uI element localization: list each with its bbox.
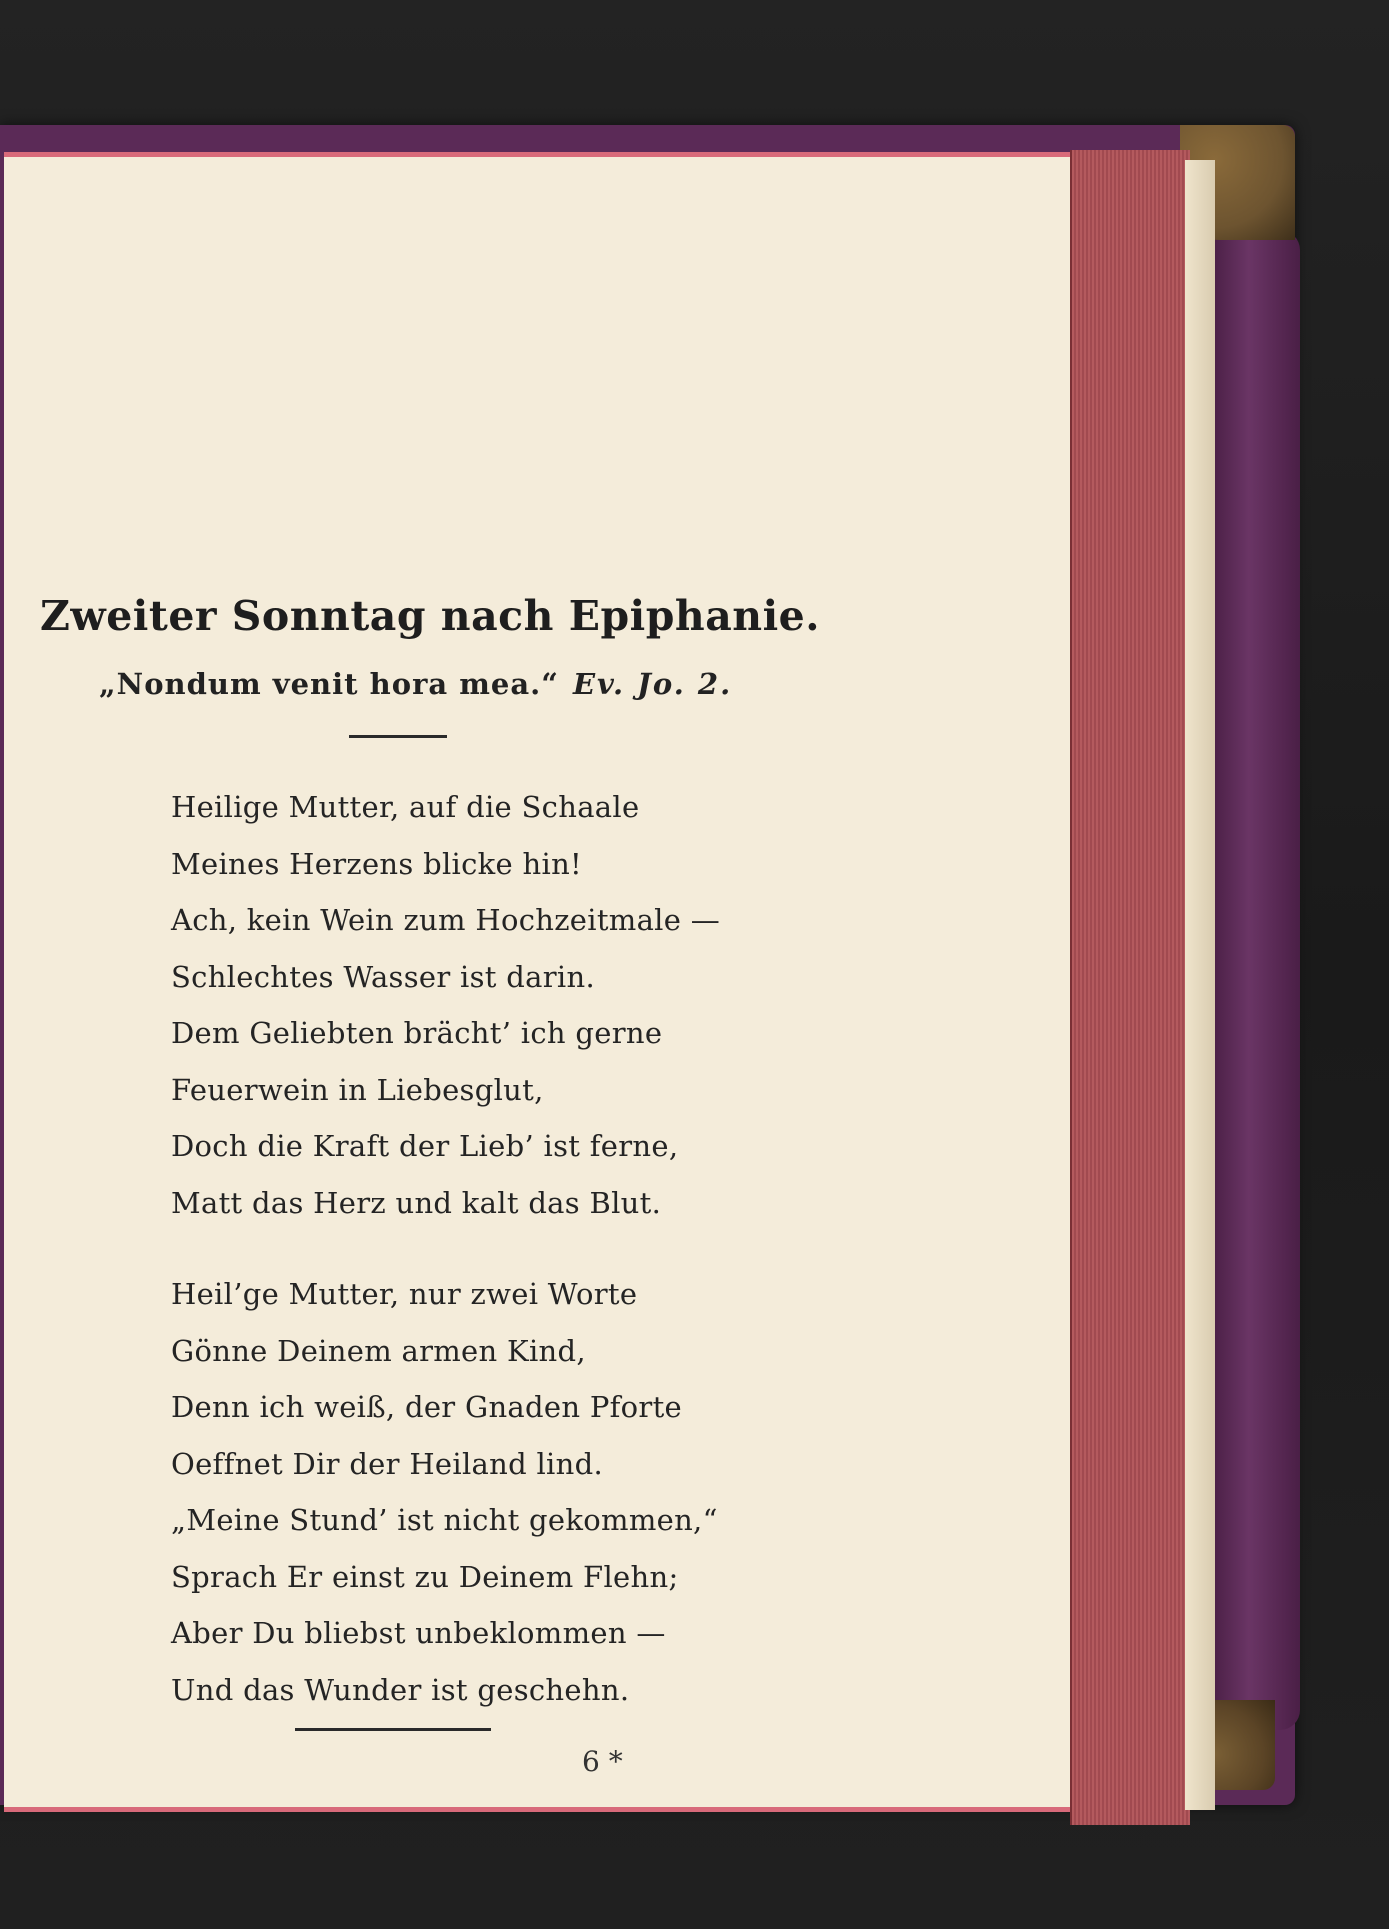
verse-line: Dem Geliebten brächt’ ich gerne (171, 1016, 663, 1050)
verse-line: Meines Herzens blicke hin! (171, 846, 582, 881)
verse-line: Heil’ge Mutter, nur zwei Worte (171, 1277, 638, 1311)
verse-line: Matt das Herz und kalt das Blut. (171, 1185, 662, 1220)
book-page (4, 152, 1070, 1812)
verse-line: Oeffnet Dir der Heiland lind. (171, 1446, 603, 1481)
verse-line: Denn ich weiß, der Gnaden Pforte (171, 1390, 683, 1424)
verse-line: Ach, kein Wein zum Hochzeitmale — (171, 903, 721, 937)
divider-bottom (295, 1728, 491, 1731)
verse-line: Heilige Mutter, auf die Schaale (171, 790, 640, 824)
verse-line: Aber Du bliebst unbeklommen — (171, 1616, 666, 1650)
motto-reference: Ev. Jo. 2. (572, 667, 733, 701)
motto (99, 667, 799, 701)
motto-quote: „Nondum venit hora mea.“ (99, 667, 559, 701)
verse-line: Feuerwein in Liebesglut, (171, 1072, 544, 1107)
verse-line: Schlechtes Wasser ist darin. (171, 959, 595, 994)
verse-line: Gönne Deinem armen Kind, (171, 1333, 586, 1368)
page-number: 6 * (582, 1745, 623, 1778)
page-stack-edges (1070, 150, 1190, 1825)
verse-line: Doch die Kraft der Lieb’ ist ferne, (171, 1129, 679, 1163)
page-stack-light-edge (1185, 160, 1215, 1810)
book-cover-edge (1215, 230, 1300, 1730)
verse-line: Sprach Er einst zu Deinem Flehn; (171, 1559, 679, 1594)
stanza-1 (171, 779, 791, 1231)
divider-top (349, 735, 447, 738)
stanza-2 (171, 1266, 791, 1718)
verse-line: „Meine Stund’ ist nicht gekommen,“ (171, 1503, 718, 1537)
verse-line: Und das Wunder ist geschehn. (171, 1672, 630, 1707)
page-title: Zweiter Sonntag nach Epiphanie. (40, 592, 821, 640)
